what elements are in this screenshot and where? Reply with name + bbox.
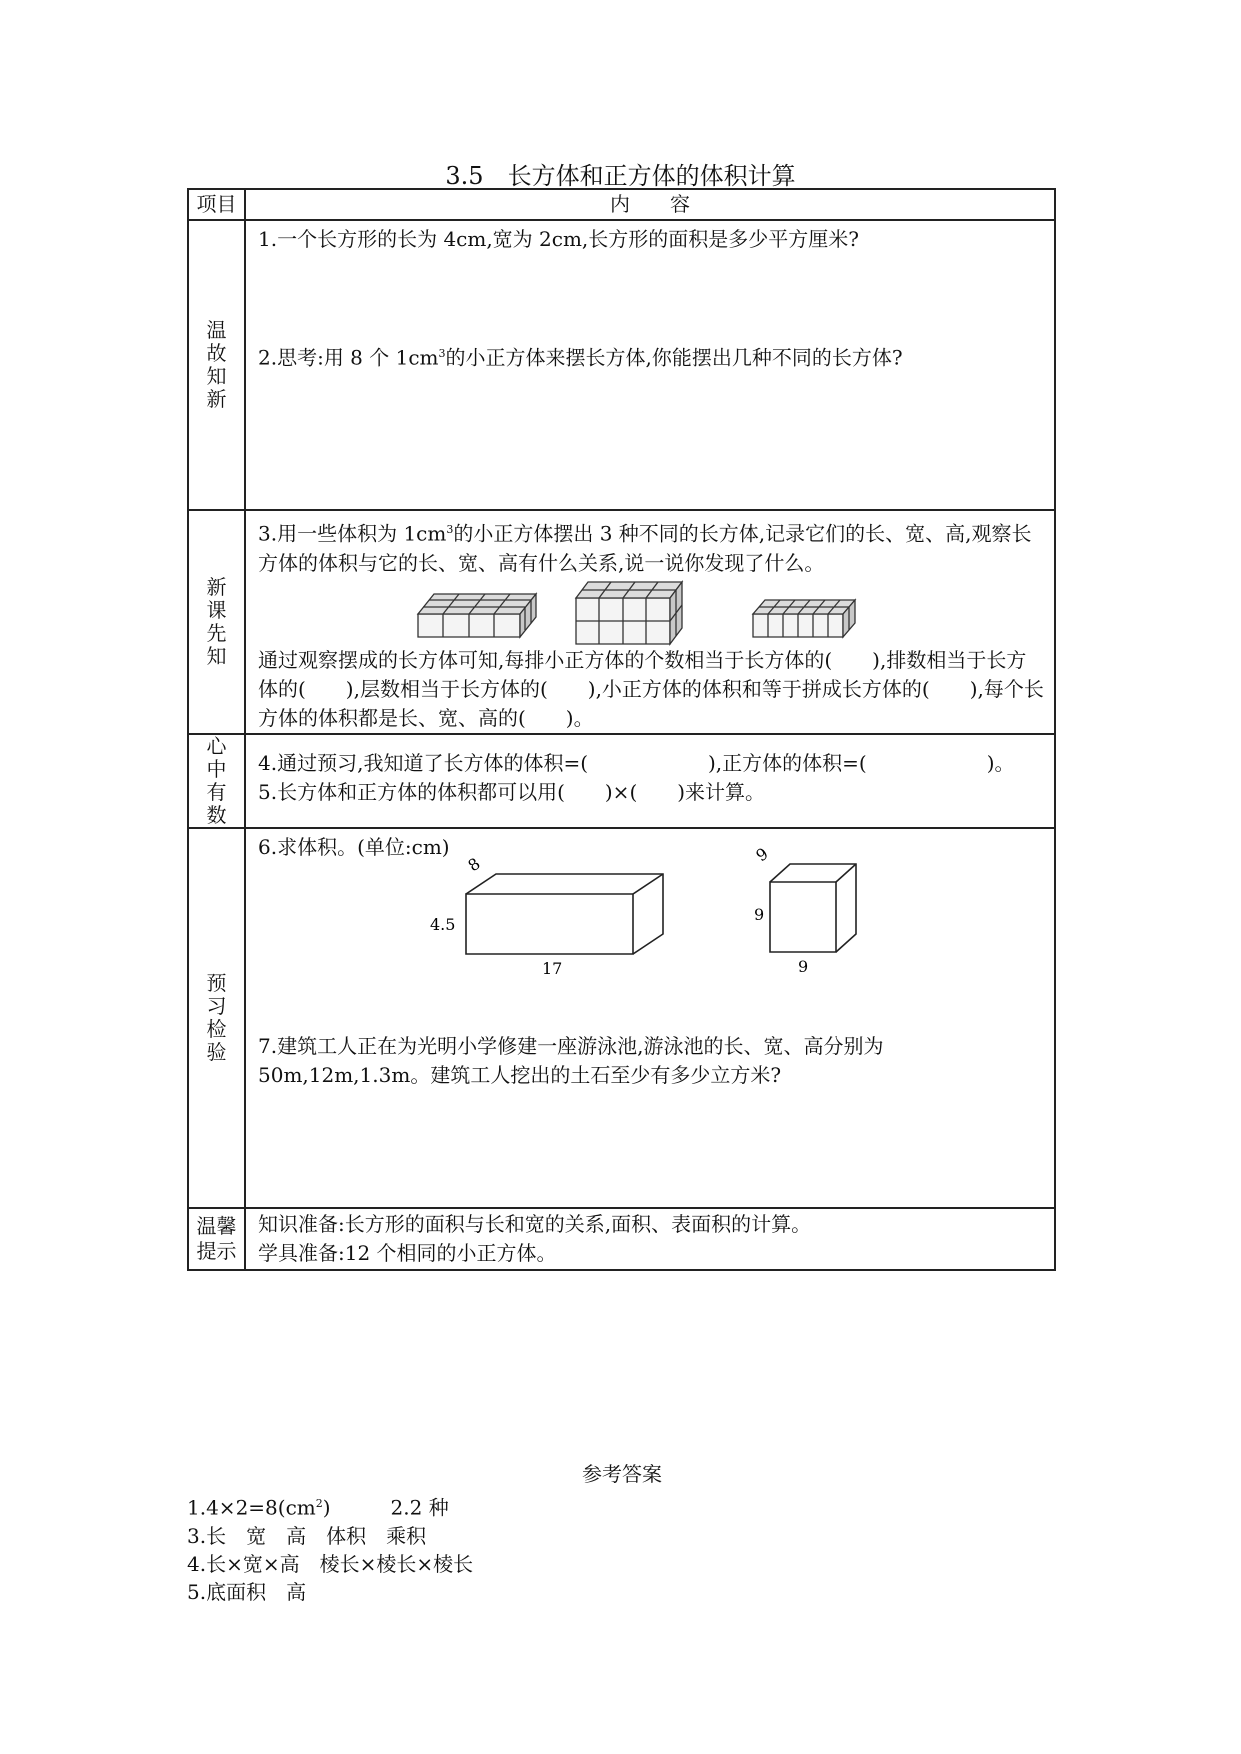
section-tips (188, 1208, 1055, 1270)
question-6: 6.求体积。(单位:cm) (258, 834, 450, 859)
cuboid-17x8x4.5 (466, 874, 663, 954)
cube-arrangement-2 (576, 582, 682, 644)
cube-arrangement-1 (418, 594, 536, 637)
worksheet-table (187, 188, 1056, 1271)
question-4: 4.通过预习,我知道了长方体的体积=( ),正方体的体积=( )。 (258, 750, 1015, 775)
cuboid-length-label: 17 (542, 958, 563, 978)
cube-height-label: 9 (754, 904, 765, 924)
section-label: 新课先知 (206, 574, 227, 668)
question-1: 1.一个长方形的长为 4cm,宽为 2cm,长方形的面积是多少平方厘米? (258, 227, 860, 251)
cuboid-height-label: 4.5 (430, 914, 456, 934)
question-3: 3.用一些体积为 $1cm^3$的小正方体摆出 3 种不同的长方体,记录它们的长、宽、高,观察长方体的体积与它的长、宽、高有什么关系,说一说你发现了什么。 (258, 521, 1032, 575)
section-label: 心中有数 (206, 733, 227, 827)
header-content: 内 容 (245, 189, 1055, 220)
section-self-check (188, 734, 1055, 828)
section-review (188, 220, 1055, 510)
cube-arrangement-3 (753, 600, 855, 637)
header-item: 项目 (188, 189, 245, 220)
section-label: 预习检验 (206, 970, 227, 1064)
fill-in-observation: 通过观察摆成的长方体可知,每排小正方体的个数相当于长方体的( ),排数相当于长方体的( ),层数相当于长方体的( ),小正方体的体积和等于拼成长方体的( ),每个长方体的体积都是长、宽、高的( )。 (258, 647, 1044, 730)
answer-key (187, 1460, 1057, 1606)
cube-arrangements-figure (258, 578, 1058, 650)
answer-5: 5.底面积 高 (187, 1579, 307, 1604)
section-label: 温馨提示 (196, 1213, 237, 1263)
question-2: 2.思考:用 8 个 $1cm^3$的小正方体来摆长方体,你能摆出几种不同的长方体? (258, 345, 903, 370)
knowledge-prep: 知识准备:长方形的面积与长和宽的关系,面积、表面积的计算。 (258, 1211, 812, 1236)
worksheet-title: 3.5 长方体和正方体的体积计算 (445, 162, 796, 190)
cuboid-depth-label: 8 (464, 853, 484, 875)
section-new-lesson (188, 510, 1055, 734)
section-preview-check (188, 828, 1055, 1208)
answer-key-heading: 参考答案 (582, 1462, 662, 1486)
cube-depth-label: 9 (752, 843, 772, 865)
question-7: 7.建筑工人正在为光明小学修建一座游泳池,游泳池的长、宽、高分别为50m,12m,1.3m。建筑工人挖出的土石至少有多少立方米? (258, 1033, 884, 1087)
table-header-row (188, 189, 1055, 220)
question-5: 5.长方体和正方体的体积都可以用( )×( )来计算。 (258, 779, 766, 804)
answer-1-2: $1.4\times 2=8(cm^2)$ 2.2 种 (187, 1495, 449, 1520)
cube-9x9x9 (770, 864, 856, 952)
cube-length-label: 9 (798, 956, 809, 976)
answer-4: 4.长×宽×高 棱长×棱长×棱长 (187, 1551, 474, 1576)
answer-3: 3.长 宽 高 体积 乘积 (187, 1523, 427, 1548)
section-label: 温故知新 (206, 318, 227, 411)
tools-prep: 学具准备:12 个相同的小正方体。 (258, 1240, 557, 1265)
